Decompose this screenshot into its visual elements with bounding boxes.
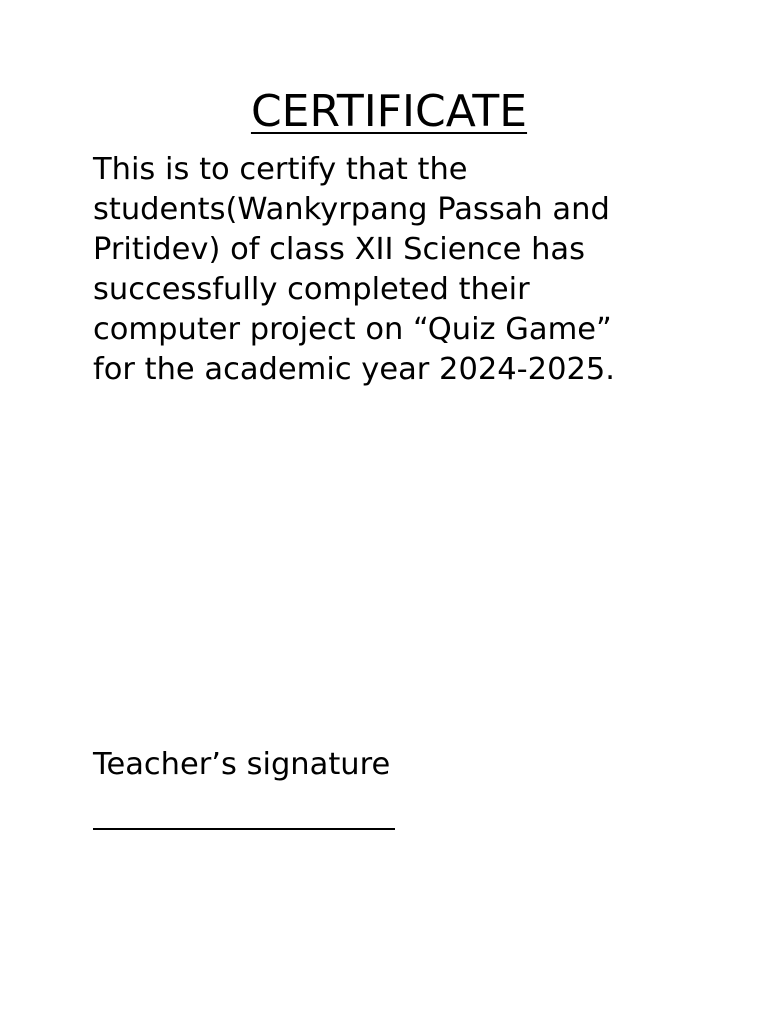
teacher-signature-label: Teacher’s signature bbox=[93, 747, 391, 782]
signature-line bbox=[93, 828, 395, 830]
certificate-title: CERTIFICATE bbox=[250, 86, 528, 137]
certificate-body: This is to certify that the students(Wankyrpang Passah and Pritidev) of class XII Science has successfully completed their computer project on “Quiz Game” for the academic year 2024-2025. bbox=[93, 152, 615, 387]
